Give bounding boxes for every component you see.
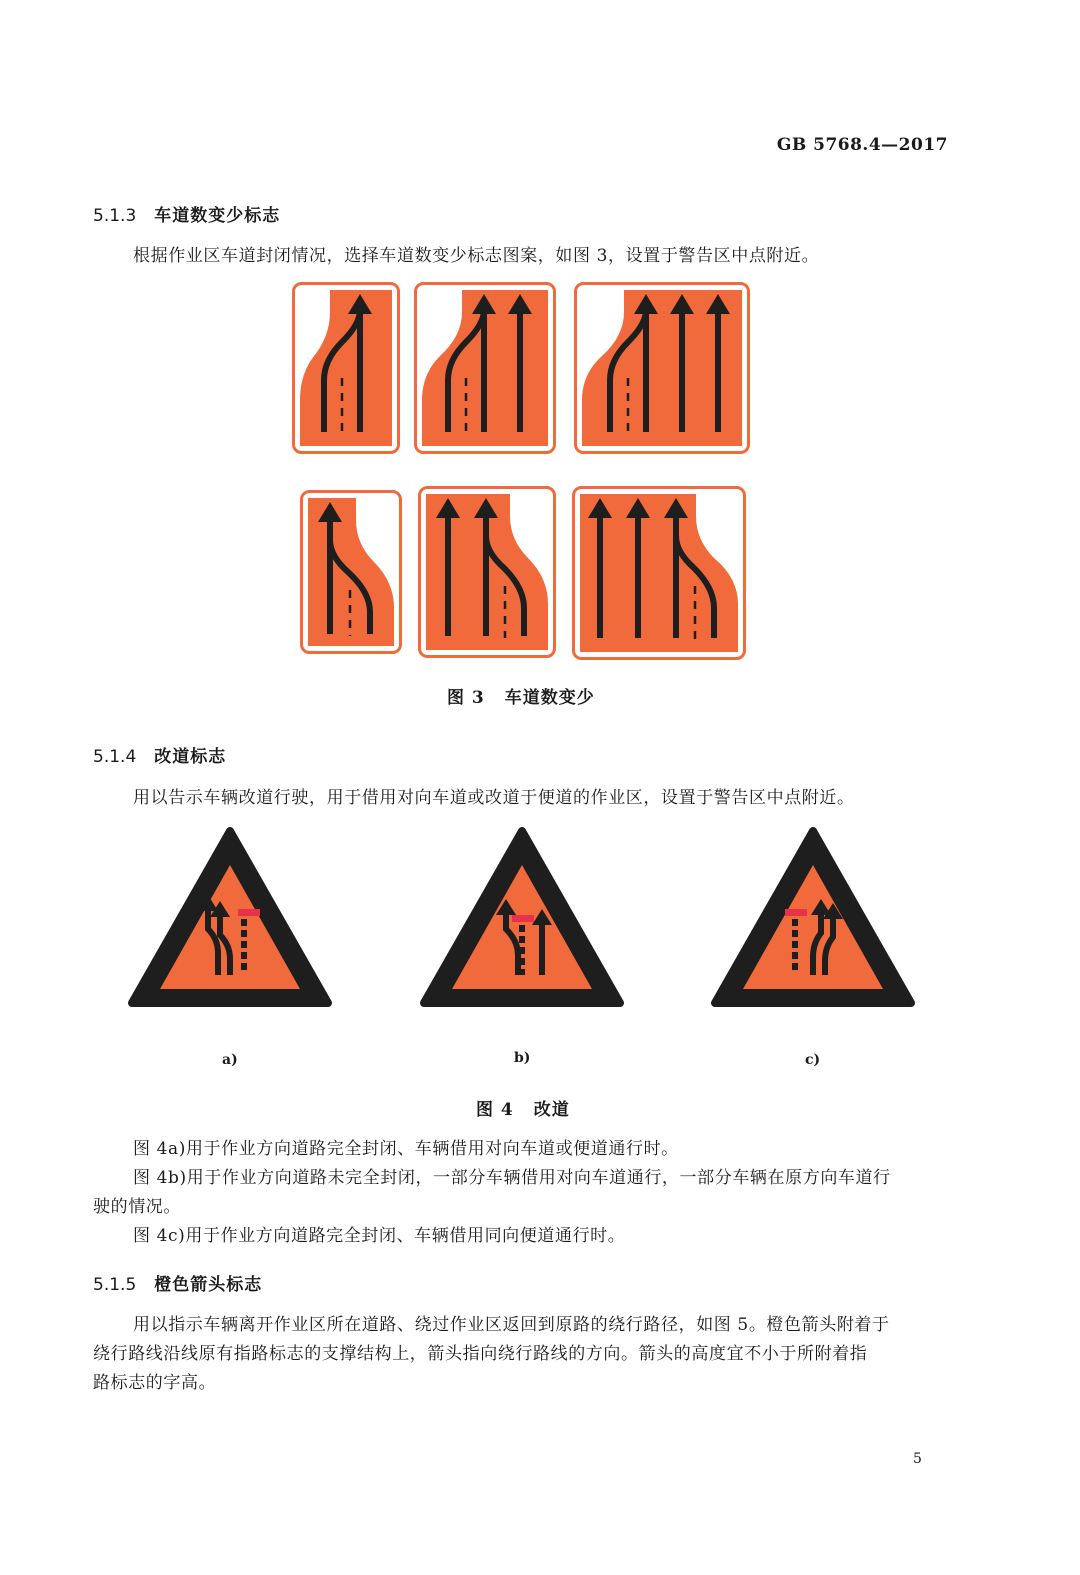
figure-4a-label: a) [222, 1052, 238, 1068]
figure-4b-label: b) [514, 1050, 531, 1066]
figure-title: 改道 [533, 1100, 570, 1120]
figure-4b-note-line2: 驶的情况。 [93, 1197, 181, 1217]
section-title: 车道数变少标志 [154, 206, 281, 226]
section-body-line2: 绕行路线沿线原有指路标志的支撑结构上，箭头指向绕行路线的方向。箭头的高度宜不小于所附着指 [93, 1344, 868, 1364]
lane-reduction-sign-4-to-3-right [572, 486, 746, 660]
figure-title: 车道数变少 [504, 688, 595, 708]
section-body: 根据作业区车道封闭情况，选择车道数变少标志图案，如图 3，设置于警告区中点附近。 [133, 246, 820, 266]
page-number: 5 [913, 1451, 922, 1467]
section-number: 5.1.3 [93, 206, 137, 226]
figure-4c-label: c) [805, 1052, 821, 1068]
section-body: 用以告示车辆改道行驶，用于借用对向车道或改道于便道的作业区，设置于警告区中点附近。 [133, 788, 855, 808]
lane-reduction-sign-3-to-2-left [414, 282, 556, 454]
lane-reduction-sign-2-to-1-right [300, 490, 402, 654]
section-number: 5.1.4 [93, 747, 137, 767]
lane-reduction-sign-2-to-1-left [292, 282, 400, 454]
lane-reduction-sign-3-to-2-right [418, 486, 556, 658]
lane-change-sign-c [709, 825, 917, 1011]
section-title: 橙色箭头标志 [154, 1275, 263, 1295]
figure-3-caption [447, 683, 595, 708]
figure-4c-note: 图 4c)用于作业方向道路完全封闭、车辆借用同向便道通行时。 [133, 1226, 626, 1246]
lane-change-sign-b [418, 825, 626, 1011]
section-body-line3: 路标志的字高。 [93, 1373, 217, 1393]
lane-reduction-sign-4-to-3-left [574, 282, 750, 454]
lane-change-sign-a [126, 825, 334, 1011]
section-heading-5-1-5 [93, 1270, 262, 1295]
figure-4a-note: 图 4a)用于作业方向道路完全封闭、车辆借用对向车道或便道通行时。 [133, 1139, 679, 1159]
figure-label: 图 3 [447, 688, 485, 708]
section-heading-5-1-4 [93, 742, 226, 767]
figure-label: 图 4 [476, 1100, 514, 1120]
section-title: 改道标志 [154, 747, 227, 767]
standard-code: GB 5768.4—2017 [776, 135, 948, 155]
figure-4b-note-line1: 图 4b)用于作业方向道路未完全封闭，一部分车辆借用对向车道通行，一部分车辆在原方向车道行 [133, 1168, 891, 1188]
section-heading-5-1-3 [93, 201, 280, 226]
figure-4-caption [476, 1095, 570, 1120]
section-body-line1: 用以指示车辆离开作业区所在道路、绕过作业区返回到原路的绕行路径，如图 5。橙色箭头附着于 [133, 1315, 890, 1335]
section-number: 5.1.5 [93, 1275, 137, 1295]
